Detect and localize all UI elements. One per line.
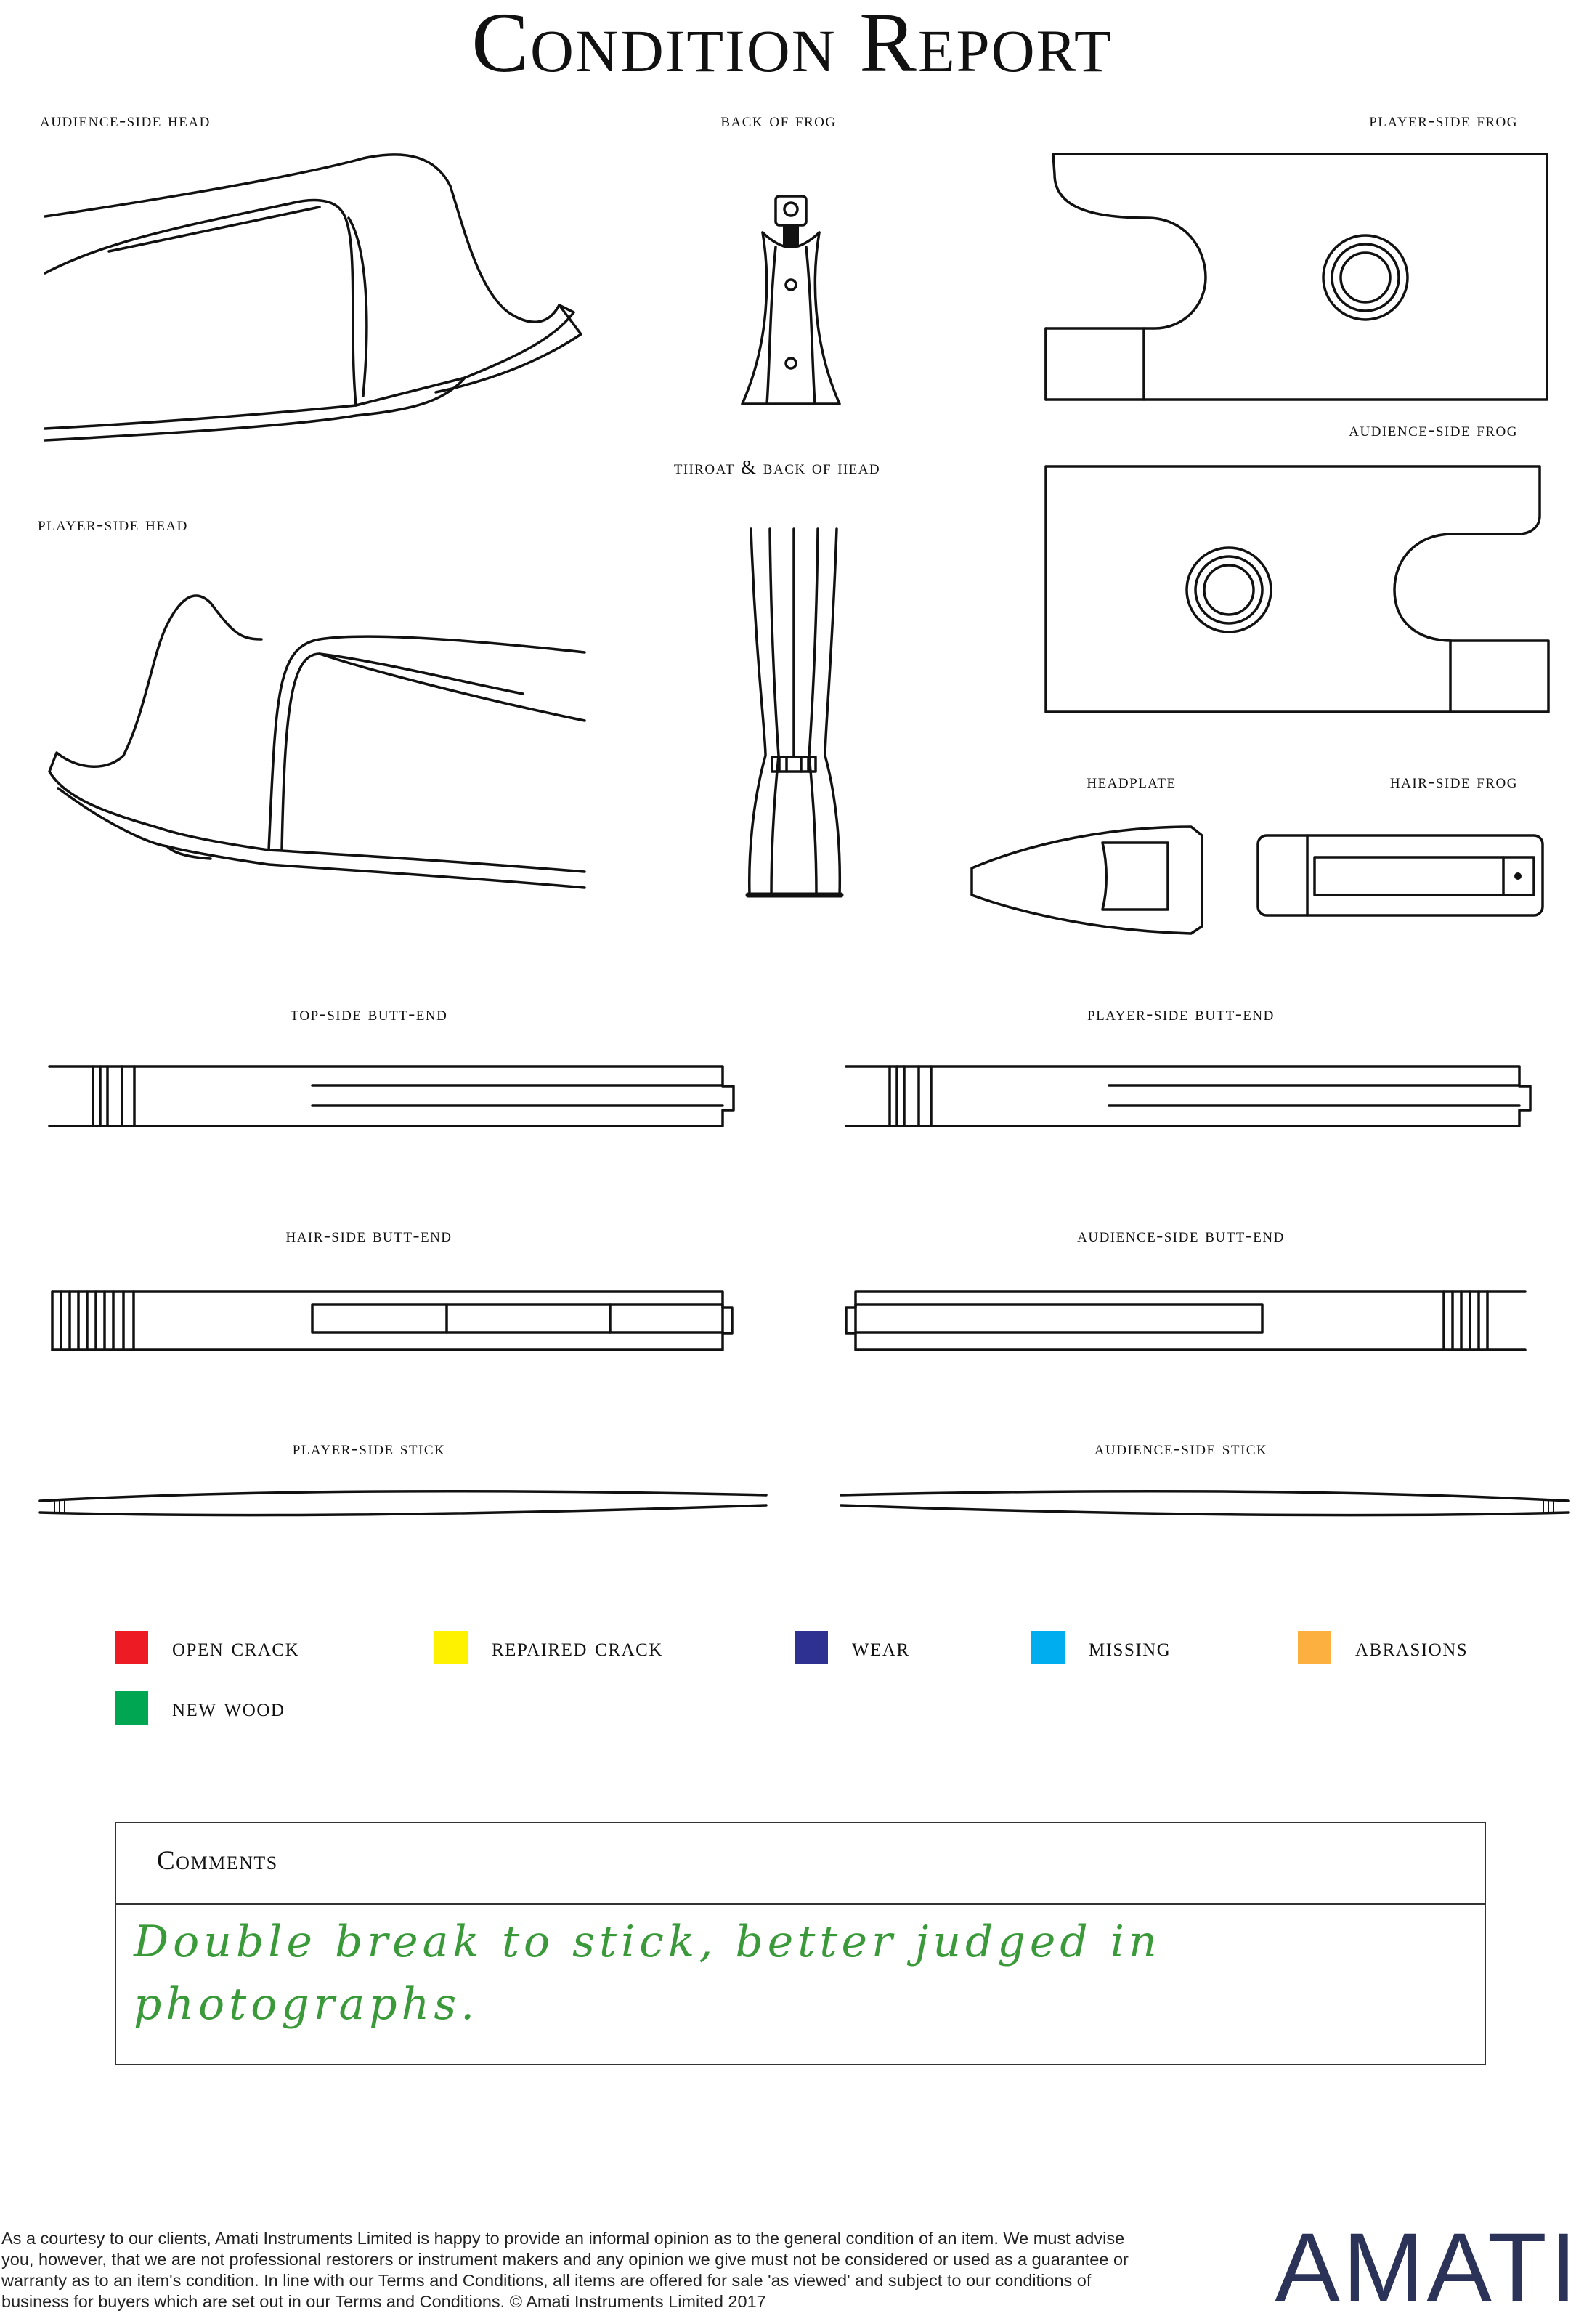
- label-hair-side-butt-end: hair-side butt-end: [285, 1224, 452, 1246]
- legend-new-wood: [115, 1691, 285, 1725]
- legend-label: new wood: [172, 1693, 285, 1722]
- label-hair-side-frog: hair-side frog: [1389, 770, 1518, 792]
- comments-box: [115, 1822, 1486, 2065]
- legend-repaired-crack: [434, 1631, 663, 1664]
- label-player-side-head: player-side head: [38, 513, 188, 535]
- comments-title: Comments: [157, 1846, 278, 1876]
- label-audience-side-head: audience-side head: [40, 109, 211, 131]
- label-top-side-butt-end: top-side butt-end: [290, 1003, 448, 1024]
- label-back-of-frog: back of frog: [720, 109, 837, 131]
- label-audience-side-butt-end: audience-side butt-end: [1077, 1224, 1285, 1246]
- audience-side-stick-drawing: [841, 1491, 1569, 1515]
- label-player-side-butt-end: player-side butt-end: [1087, 1003, 1275, 1024]
- player-side-stick-drawing: [40, 1491, 766, 1515]
- amati-logo: AMATI: [1275, 2214, 1580, 2322]
- back-of-frog-drawing: [742, 196, 840, 404]
- swatch-wear: [795, 1631, 828, 1664]
- label-audience-side-frog: audience-side frog: [1349, 418, 1518, 440]
- player-side-frog-drawing: [1046, 154, 1547, 400]
- swatch-missing: [1031, 1631, 1065, 1664]
- page-title: Condition Report: [471, 0, 1113, 90]
- legend-label: open crack: [172, 1633, 300, 1661]
- label-player-side-frog: player-side frog: [1369, 109, 1518, 131]
- legend-label: wear: [852, 1633, 910, 1661]
- label-player-side-stick: player-side stick: [292, 1437, 446, 1459]
- legend-label: abrasions: [1355, 1633, 1469, 1661]
- label-throat-back-of-head: throat & back of head: [673, 456, 881, 478]
- legend-label: repaired crack: [492, 1633, 663, 1661]
- legend-label: missing: [1089, 1633, 1171, 1661]
- swatch-abrasions: [1298, 1631, 1331, 1664]
- comments-header: [116, 1823, 1485, 1905]
- audience-side-head-drawing: [45, 155, 581, 440]
- disclaimer-text: As a courtesy to our clients, Amati Instruments Limited is happy to provide an informal opinion as to the general condition of an item. We must advise you, however, that we are not professional restorers or instrument makers and any opinion we give must not be considered or used as a guarantee or warranty as to an item's condition. In line with our Terms and Conditions, all items are offered for sale 'as viewed' and subject to our conditions of business for buyers which are set out in our Terms and Conditions. © Amati Instruments Limited 2017: [1, 2229, 1129, 2311]
- label-audience-side-stick: audience-side stick: [1094, 1437, 1268, 1459]
- legend-abrasions: [1298, 1631, 1468, 1664]
- legend-wear: [795, 1631, 910, 1664]
- throat-drawing: [748, 529, 841, 895]
- player-side-head-drawing: [49, 596, 585, 888]
- headplate-drawing: [972, 827, 1202, 934]
- audience-side-frog-drawing: [1046, 466, 1548, 712]
- top-side-butt-end-drawing: [49, 1066, 734, 1126]
- handwritten-comment: Double break to stick, better judged in photographs.: [134, 1916, 1161, 2030]
- swatch-repaired-crack: [434, 1631, 468, 1664]
- legend-missing: [1031, 1631, 1171, 1664]
- legend-open-crack: [115, 1631, 299, 1664]
- audience-side-butt-end-drawing: [846, 1292, 1525, 1350]
- player-side-butt-end-drawing: [846, 1066, 1530, 1126]
- hair-side-frog-drawing: [1258, 835, 1543, 915]
- swatch-new-wood: [115, 1691, 148, 1725]
- label-headplate: headplate: [1087, 770, 1177, 792]
- hair-side-butt-end-drawing: [52, 1292, 732, 1350]
- swatch-open-crack: [115, 1631, 148, 1664]
